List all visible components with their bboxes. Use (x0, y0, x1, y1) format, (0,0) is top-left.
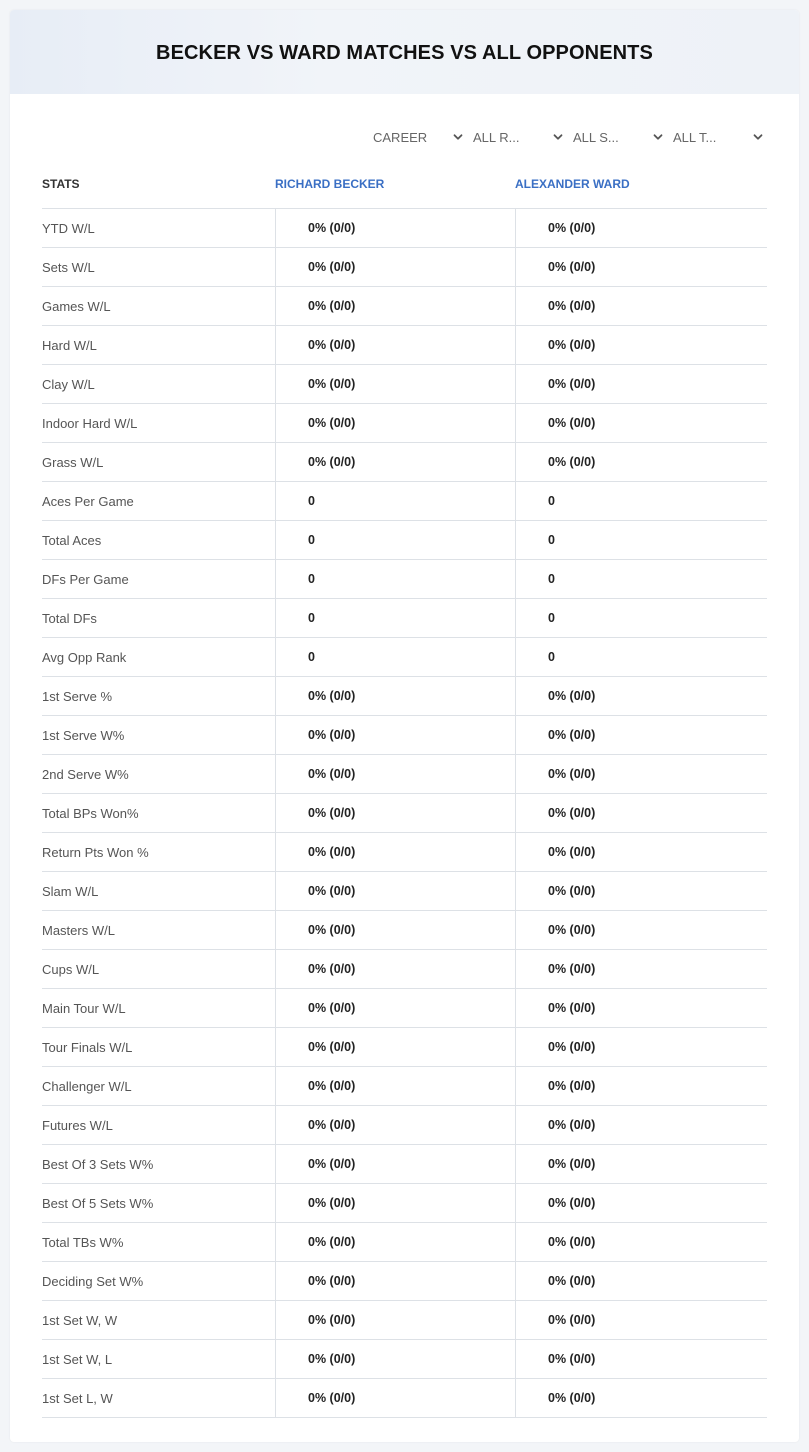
player2-stat-value: 0% (0/0) (515, 716, 767, 754)
player2-stat-value: 0% (0/0) (515, 794, 767, 832)
player1-stat-value: 0 (275, 638, 515, 676)
surface-filter-value: ALL S... (573, 129, 619, 145)
player1-stat-value: 0% (0/0) (275, 209, 515, 247)
player2-stat-value: 0% (0/0) (515, 1067, 767, 1105)
player1-stat-value: 0% (0/0) (275, 677, 515, 715)
table-row (42, 677, 767, 716)
stat-label: Tour Finals W/L (42, 1039, 133, 1055)
player1-stat-value: 0% (0/0) (275, 1184, 515, 1222)
stat-label: 1st Serve % (42, 688, 113, 704)
player1-stat-value: 0% (0/0) (275, 755, 515, 793)
player1-stat-value: 0 (275, 599, 515, 637)
player1-stat-value: 0% (0/0) (275, 404, 515, 442)
player1-stat-value: 0 (275, 560, 515, 598)
table-row (42, 209, 767, 248)
player1-stat-value: 0% (0/0) (275, 1106, 515, 1144)
table-row (42, 248, 767, 287)
tournament-filter[interactable] (665, 126, 765, 148)
stat-label: Main Tour W/L (42, 1000, 126, 1016)
stats-table (42, 160, 767, 1418)
surface-filter[interactable] (565, 126, 665, 148)
player2-stat-value: 0% (0/0) (515, 326, 767, 364)
stat-label: 2nd Serve W% (42, 766, 129, 782)
player2-stat-value: 0% (0/0) (515, 1106, 767, 1144)
player2-stat-value: 0% (0/0) (515, 1184, 767, 1222)
table-row (42, 1067, 767, 1106)
stat-label: Challenger W/L (42, 1078, 132, 1094)
stat-label: Total BPs Won% (42, 805, 139, 821)
stat-label: 1st Set W, L (42, 1351, 113, 1367)
player1-stat-value: 0% (0/0) (275, 794, 515, 832)
table-row (42, 404, 767, 443)
player2-stat-value: 0% (0/0) (515, 1223, 767, 1261)
player2-stat-value: 0% (0/0) (515, 1028, 767, 1066)
player1-stat-value: 0% (0/0) (275, 950, 515, 988)
table-row (42, 638, 767, 677)
table-row (42, 833, 767, 872)
stat-label: 1st Set W, W (42, 1312, 118, 1328)
player2-stat-value: 0% (0/0) (515, 1379, 767, 1417)
table-row (42, 599, 767, 638)
stat-label: Total DFs (42, 610, 97, 626)
table-row (42, 1379, 767, 1418)
player2-stat-value: 0% (0/0) (515, 248, 767, 286)
stat-label: Grass W/L (42, 454, 104, 470)
player1-stat-value: 0% (0/0) (275, 872, 515, 910)
player1-stat-value: 0% (0/0) (275, 1379, 515, 1417)
table-row (42, 443, 767, 482)
player2-stat-value: 0% (0/0) (515, 677, 767, 715)
player2-stat-value: 0% (0/0) (515, 911, 767, 949)
player1-stat-value: 0% (0/0) (275, 443, 515, 481)
stat-label: DFs Per Game (42, 571, 129, 587)
player1-stat-value: 0% (0/0) (275, 1067, 515, 1105)
stats-column-header: STATS (42, 177, 80, 191)
player1-stat-value: 0% (0/0) (275, 833, 515, 871)
rounds-filter[interactable] (465, 126, 565, 148)
stat-label: Best Of 3 Sets W% (42, 1156, 154, 1172)
stat-label: Avg Opp Rank (42, 649, 127, 665)
stat-label: Total Aces (42, 532, 102, 548)
table-row (42, 1340, 767, 1379)
stat-label: Futures W/L (42, 1117, 113, 1133)
player2-stat-value: 0% (0/0) (515, 950, 767, 988)
player2-stat-value: 0% (0/0) (515, 1340, 767, 1378)
table-row (42, 794, 767, 833)
player2-stat-value: 0 (515, 638, 767, 676)
table-row (42, 911, 767, 950)
table-row (42, 365, 767, 404)
stat-label: Return Pts Won % (42, 844, 149, 860)
table-row (42, 872, 767, 911)
player1-stat-value: 0% (0/0) (275, 716, 515, 754)
table-row (42, 326, 767, 365)
player2-stat-value: 0 (515, 599, 767, 637)
table-row (42, 1184, 767, 1223)
stat-label: YTD W/L (42, 220, 95, 236)
chevron-down-icon (753, 132, 763, 142)
filter-bar (365, 126, 765, 148)
stat-label: Best Of 5 Sets W% (42, 1195, 154, 1211)
table-row (42, 560, 767, 599)
stat-label: Sets W/L (42, 259, 95, 275)
table-row (42, 482, 767, 521)
player1-stat-value: 0% (0/0) (275, 1145, 515, 1183)
chevron-down-icon (653, 132, 663, 142)
chevron-down-icon (453, 132, 463, 142)
player1-stat-value: 0% (0/0) (275, 326, 515, 364)
player1-stat-value: 0% (0/0) (275, 1301, 515, 1339)
table-body (42, 209, 767, 1418)
page-title: BECKER VS WARD MATCHES VS ALL OPPONENTS (156, 41, 653, 64)
table-row (42, 1145, 767, 1184)
stat-label: Masters W/L (42, 922, 115, 938)
rounds-filter-value: ALL R... (473, 129, 520, 145)
stat-label: Deciding Set W% (42, 1273, 144, 1289)
tournament-filter-value: ALL T... (673, 129, 717, 145)
stat-label: 1st Serve W% (42, 727, 125, 743)
player1-stat-value: 0 (275, 521, 515, 559)
player1-stat-value: 0% (0/0) (275, 287, 515, 325)
table-row (42, 1106, 767, 1145)
player2-column-header[interactable]: ALEXANDER WARD (515, 177, 630, 191)
table-row (42, 1301, 767, 1340)
table-row (42, 521, 767, 560)
table-row (42, 1262, 767, 1301)
player2-stat-value: 0% (0/0) (515, 287, 767, 325)
card-header (10, 10, 799, 94)
player2-stat-value: 0% (0/0) (515, 833, 767, 871)
stat-label: Games W/L (42, 298, 111, 314)
player1-stat-value: 0% (0/0) (275, 1340, 515, 1378)
period-filter[interactable] (365, 126, 465, 148)
player2-stat-value: 0% (0/0) (515, 209, 767, 247)
player1-stat-value: 0% (0/0) (275, 365, 515, 403)
table-row (42, 950, 767, 989)
chevron-down-icon (553, 132, 563, 142)
table-header (42, 160, 767, 209)
stat-label: Aces Per Game (42, 493, 134, 509)
stat-label: Clay W/L (42, 376, 95, 392)
player1-stat-value: 0% (0/0) (275, 1262, 515, 1300)
player2-stat-value: 0% (0/0) (515, 1145, 767, 1183)
stat-label: Indoor Hard W/L (42, 415, 138, 431)
player1-stat-value: 0% (0/0) (275, 1028, 515, 1066)
stat-label: 1st Set L, W (42, 1390, 113, 1406)
table-row (42, 287, 767, 326)
player2-stat-value: 0% (0/0) (515, 755, 767, 793)
player1-stat-value: 0% (0/0) (275, 1223, 515, 1261)
player2-stat-value: 0 (515, 521, 767, 559)
stat-label: Slam W/L (42, 883, 99, 899)
player1-column-header[interactable]: RICHARD BECKER (275, 177, 385, 191)
player2-stat-value: 0% (0/0) (515, 404, 767, 442)
player2-stat-value: 0 (515, 482, 767, 520)
period-filter-value: CAREER (373, 129, 428, 145)
player2-stat-value: 0% (0/0) (515, 443, 767, 481)
player2-stat-value: 0% (0/0) (515, 365, 767, 403)
player2-stat-value: 0% (0/0) (515, 872, 767, 910)
stat-label: Hard W/L (42, 337, 97, 353)
table-row (42, 716, 767, 755)
stat-label: Total TBs W% (42, 1234, 124, 1250)
player1-stat-value: 0% (0/0) (275, 989, 515, 1027)
player2-stat-value: 0% (0/0) (515, 1301, 767, 1339)
player2-stat-value: 0% (0/0) (515, 989, 767, 1027)
stats-card (10, 10, 799, 1442)
table-row (42, 755, 767, 794)
table-row (42, 1028, 767, 1067)
player1-stat-value: 0 (275, 482, 515, 520)
table-row (42, 989, 767, 1028)
table-row (42, 1223, 767, 1262)
player2-stat-value: 0% (0/0) (515, 1262, 767, 1300)
player1-stat-value: 0% (0/0) (275, 248, 515, 286)
player2-stat-value: 0 (515, 560, 767, 598)
stat-label: Cups W/L (42, 961, 100, 977)
player1-stat-value: 0% (0/0) (275, 911, 515, 949)
